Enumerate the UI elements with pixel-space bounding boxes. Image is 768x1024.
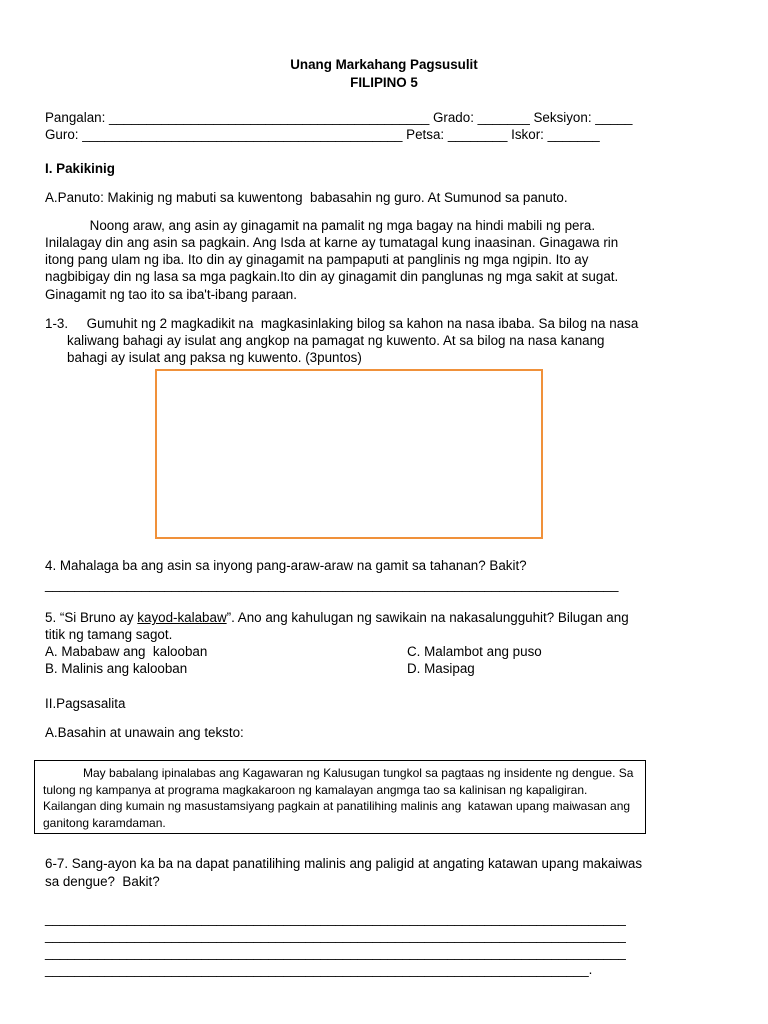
exam-title: Unang Markahang Pagsusulit (290, 57, 478, 72)
question-line: 6-7. Sang-ayon ka ba na dapat panatilihing malinis ang paligid at angating katawan upang makaiwas (45, 856, 643, 871)
answer-line[interactable]: _________________________________________________________________________. (45, 962, 593, 977)
answer-line[interactable]: ______________________________________________________________________________ (45, 911, 626, 926)
reading-text-box (34, 760, 646, 834)
choice-d[interactable]: D. Masipag (407, 661, 475, 676)
answer-line[interactable]: ______________________________________________________________________________ (45, 928, 626, 943)
section-heading-pagsasalita: II.Pagsasalita (45, 696, 126, 711)
story-line: itong pang ulam ng iba. Ito din ay ginagamit na pampaputi at panglinis ng mga ngipin. Ito ay (45, 252, 589, 267)
question-4-answer-line[interactable]: _____________________________________________________________________________ (45, 577, 619, 592)
choice-b[interactable]: B. Malinis ang kalooban (45, 661, 188, 676)
question-line: bahagi ay isulat ang paksa ng kuwento. (3puntos) (67, 350, 362, 365)
instruction-pakikinig: A.Panuto: Makinig ng mabuti sa kuwentong babasahin ng guro. At Sumunod sa panuto. (45, 190, 568, 205)
choice-c[interactable]: C. Malambot ang puso (407, 644, 542, 659)
teacher-date-score-line[interactable]: Guro: ___________________________________________ Petsa: ________ Iskor: _______ (45, 127, 600, 142)
question-5-line2: titik ng tamang sagot. (45, 627, 173, 642)
story-line: Ginagamit ng tao ito sa iba't-ibang paraan. (45, 287, 297, 302)
section-heading-pakikinig: I. Pakikinig (45, 161, 115, 176)
reading-text: May babalang ipinalabas ang Kagawaran ng Kalusugan tungkol sa pagtaas ng insidente ng dengue. Sa tulong ng kampanya at programa magkakaroon ng kamalayan angmga tao sa kalinisan ng kapaligiran. Kailangan ding kumain ng masustamsiyang pagkain at panatilihing malinis ang katawan upang maiwasan ang ganitong karamdaman. (43, 766, 637, 830)
question-4: 4. Mahalaga ba ang asin sa inyong pang-araw-araw na gamit sa tahanan? Bakit? (45, 558, 527, 573)
answer-line[interactable]: ______________________________________________________________________________ (45, 945, 626, 960)
instruction-pagsasalita: A.Basahin at unawain ang teksto: (45, 725, 244, 740)
name-grade-section-line[interactable]: Pangalan: ___________________________________________ Grado: _______ Seksiyon: _____ (45, 110, 633, 125)
question-line: 1-3. Gumuhit ng 2 magkadikit na magkasinlaking bilog sa kahon na nasa ibaba. Sa bilog na nasa (45, 316, 639, 331)
question-line: kaliwang bahagi ay isulat ang angkop na pamagat ng kuwento. At sa bilog na nasa kanang (67, 333, 605, 348)
idiom-underlined: kayod-kalabaw (137, 610, 227, 625)
story-line: nagbibigay din ng lasa sa mga pagkain.Ito din ay ginagamit din panglunas ng mga sakit at sugat. (45, 269, 619, 284)
question-5-suffix: ”. Ano ang kahulugan ng sawikain na nakasalungguhit? Bilugan ang (226, 610, 629, 625)
question-5-prefix: 5. “Si Bruno ay (45, 610, 138, 625)
question-line: sa dengue? Bakit? (45, 874, 160, 889)
story-line: Inilalagay din ang asin sa pagkain. Ang Isda at karne ay tumatagal kung inaasinan. Ginagawa rin (45, 235, 619, 250)
question-5 (45, 609, 629, 626)
story-line: Noong araw, ang asin ay ginagamit na pamalit ng mga bagay na hindi mabili ng pera. (45, 218, 596, 233)
drawing-answer-box[interactable] (155, 369, 543, 539)
choice-a[interactable]: A. Mababaw ang kalooban (45, 644, 208, 659)
subject-title: FILIPINO 5 (350, 75, 418, 90)
